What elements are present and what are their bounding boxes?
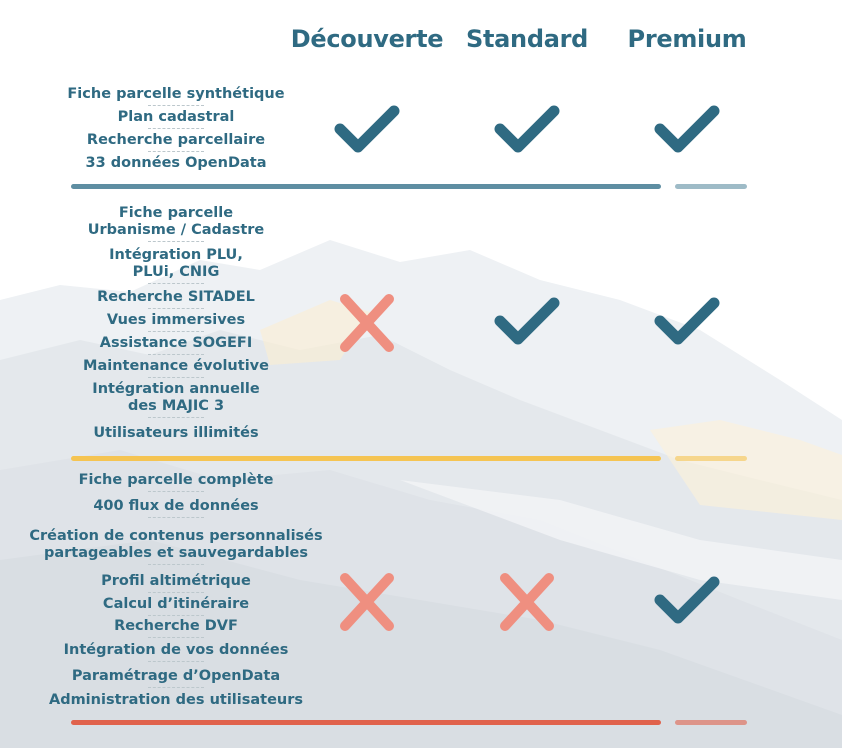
feature-separator <box>148 283 204 284</box>
tier-divider-premium <box>675 456 747 461</box>
tier-divider <box>71 720 661 725</box>
feature-separator <box>148 308 204 309</box>
feature-label: 33 données OpenData <box>85 155 267 171</box>
feature-label: Assistance SOGEFI <box>99 335 253 351</box>
feature-separator <box>148 517 204 518</box>
feature-label: Fiche parcelle Urbanisme / Cadastre <box>87 205 265 238</box>
feature-label: Recherche SITADEL <box>97 289 255 305</box>
cross-icon <box>492 572 562 632</box>
plan-header-decouverte: Découverte <box>290 25 444 53</box>
plan-header-standard: Standard <box>465 25 589 53</box>
feature-label: Fiche parcelle complète <box>78 472 274 488</box>
feature-separator <box>148 637 204 638</box>
feature-label: Intégration PLU, PLUi, CNIG <box>109 247 243 280</box>
feature-label: Création de contenus personnalisés partageables et sauvegardables <box>29 528 323 561</box>
feature-label: Fiche parcelle synthétique <box>67 86 285 102</box>
feature-label: Intégration de vos données <box>63 642 289 658</box>
tier-divider <box>71 456 661 461</box>
plan-header-premium: Premium <box>627 25 747 53</box>
feature-separator <box>148 151 204 152</box>
checkmark-icon <box>652 101 722 161</box>
feature-separator <box>148 615 204 616</box>
feature-separator <box>148 564 204 565</box>
checkmark-icon <box>332 101 402 161</box>
feature-separator <box>148 105 204 106</box>
feature-label: Intégration annuelle des MAJIC 3 <box>92 381 260 414</box>
feature-separator <box>148 417 204 418</box>
tier-divider-premium <box>675 184 747 189</box>
cross-icon <box>332 293 402 353</box>
feature-separator <box>148 331 204 332</box>
feature-label: Utilisateurs illimités <box>93 425 259 441</box>
feature-label: Paramétrage d’OpenData <box>71 668 281 684</box>
checkmark-icon <box>652 293 722 353</box>
feature-separator <box>148 354 204 355</box>
feature-label: Maintenance évolutive <box>83 358 269 374</box>
feature-label: Vues immersives <box>106 312 246 328</box>
feature-label: Plan cadastral <box>117 109 235 125</box>
feature-separator <box>148 128 204 129</box>
feature-label: 400 flux de données <box>93 498 259 514</box>
feature-separator <box>148 491 204 492</box>
checkmark-icon <box>492 101 562 161</box>
feature-separator <box>148 592 204 593</box>
tier-divider-premium <box>675 720 747 725</box>
feature-separator <box>148 661 204 662</box>
feature-separator <box>148 687 204 688</box>
cross-icon <box>332 572 402 632</box>
checkmark-icon <box>652 572 722 632</box>
feature-label: Calcul d’itinéraire <box>102 596 250 612</box>
feature-separator <box>148 241 204 242</box>
feature-label: Profil altimétrique <box>101 573 251 589</box>
feature-label: Recherche parcellaire <box>86 132 266 148</box>
feature-separator <box>148 377 204 378</box>
checkmark-icon <box>492 293 562 353</box>
feature-label: Recherche DVF <box>114 618 238 634</box>
tier-divider <box>71 184 661 189</box>
feature-label: Administration des utilisateurs <box>48 692 304 708</box>
